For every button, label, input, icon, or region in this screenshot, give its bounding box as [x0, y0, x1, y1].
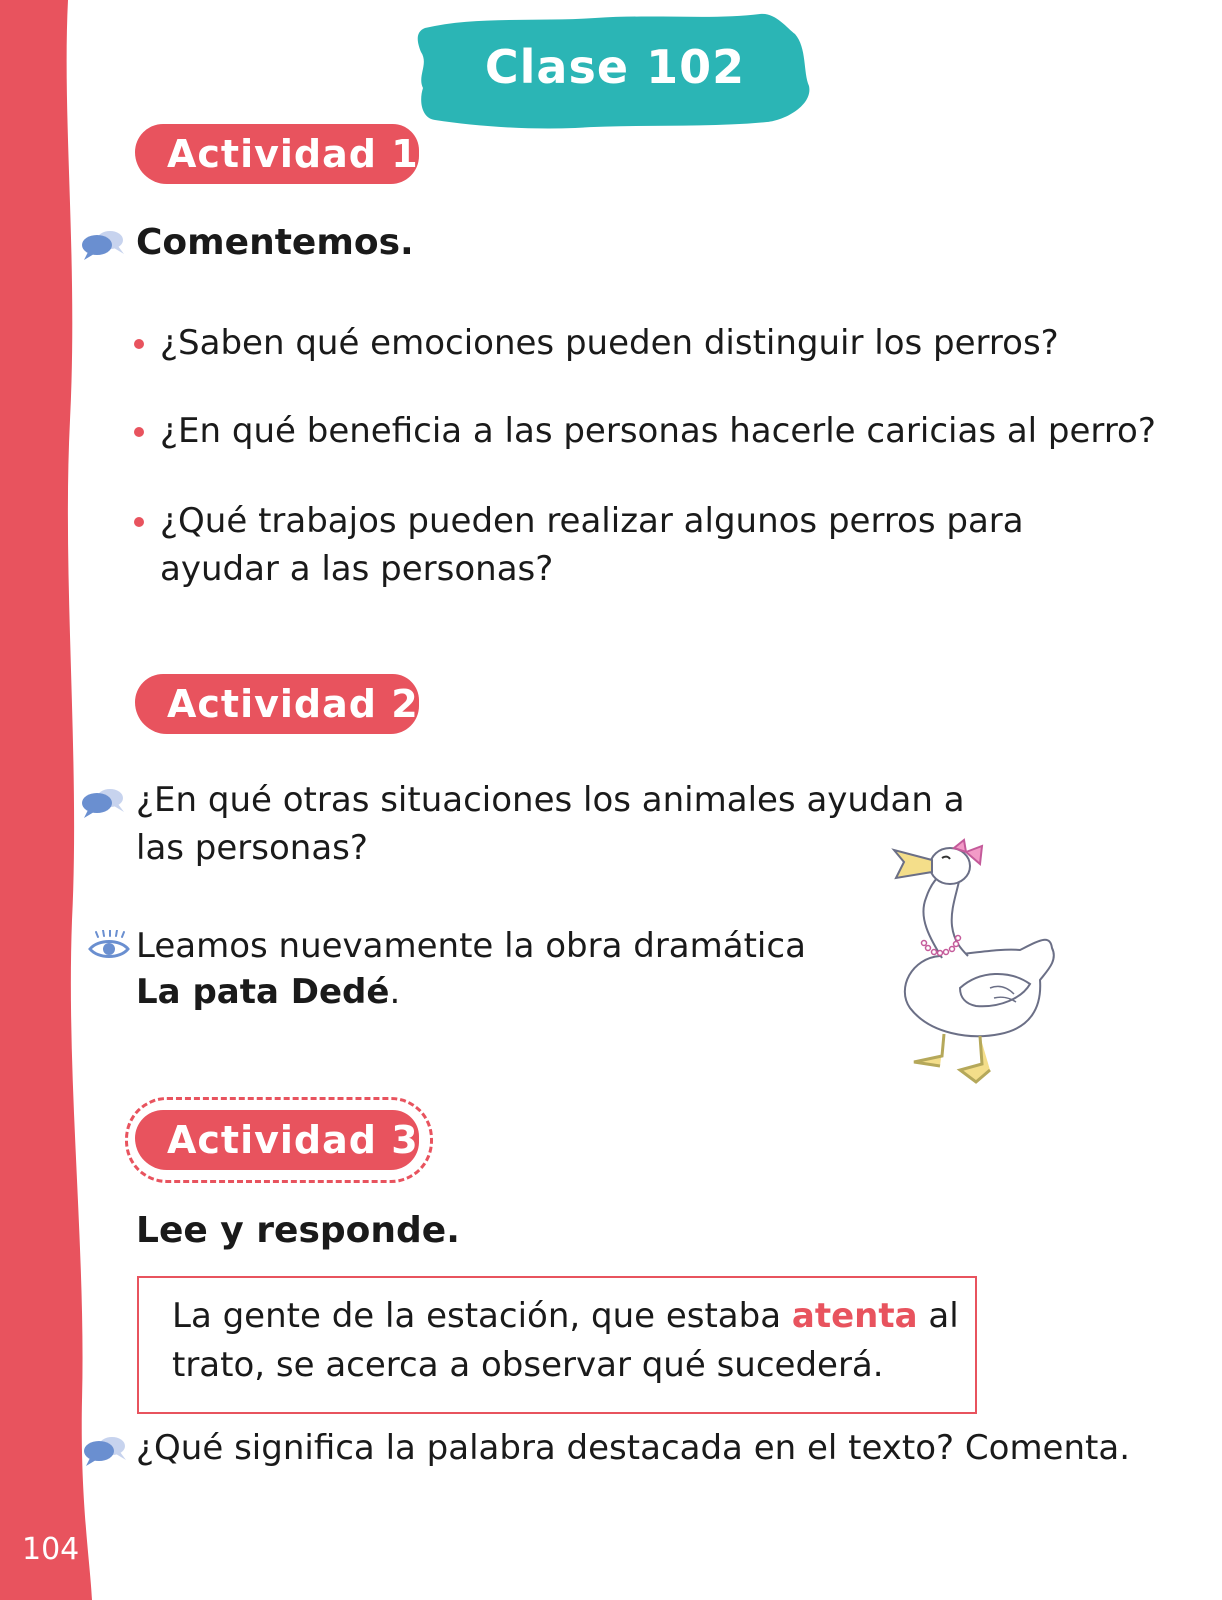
bullet [134, 517, 144, 527]
actividad-2-question-line-1: ¿En qué otras situaciones los animales ayudan a [136, 780, 965, 820]
play-title-period: . [389, 972, 401, 1012]
speech-bubbles-icon [80, 228, 126, 262]
clase-title: Clase 102 [484, 40, 746, 94]
speech-bubbles-icon [82, 1434, 128, 1468]
quote-before: La gente de la estación, que estaba [172, 1296, 792, 1336]
question-3-line-1: ¿Qué trabajos pueden realizar algunos perros para [160, 501, 1024, 541]
actividad-1-label: Actividad 1 [135, 124, 419, 184]
duck-illustration [890, 838, 1068, 1098]
actividad-2-label: Actividad 2 [135, 674, 419, 734]
comentemos-heading: Comentemos. [136, 222, 414, 263]
question-2: ¿En qué beneficia a las personas hacerle caricias al perro? [160, 411, 1156, 451]
actividad-3-question: ¿Qué significa la palabra destacada en el texto? Comenta. [136, 1428, 1131, 1468]
quote-after: al [917, 1296, 959, 1336]
quote-line-2: trato, se acerca a observar qué sucederá. [172, 1345, 884, 1385]
eye-icon [88, 930, 130, 960]
quote-text [172, 1292, 962, 1390]
bullet [134, 427, 144, 437]
lee-y-responde-heading: Lee y responde. [136, 1210, 460, 1251]
actividad-2-question-line-2: las personas? [136, 828, 368, 868]
play-title-text: La pata Dedé [136, 972, 390, 1012]
play-title [136, 972, 400, 1012]
actividad-3-label: Actividad 3 [135, 1110, 419, 1170]
speech-bubbles-icon [80, 786, 126, 820]
question-1: ¿Saben qué emociones pueden distinguir los perros? [160, 323, 1059, 363]
bullet [134, 339, 144, 349]
question-3-line-2: ayudar a las personas? [160, 549, 554, 589]
page-number: 104 [22, 1532, 80, 1567]
highlighted-word: atenta [791, 1296, 918, 1336]
read-instruction: Leamos nuevamente la obra dramática [136, 926, 806, 966]
